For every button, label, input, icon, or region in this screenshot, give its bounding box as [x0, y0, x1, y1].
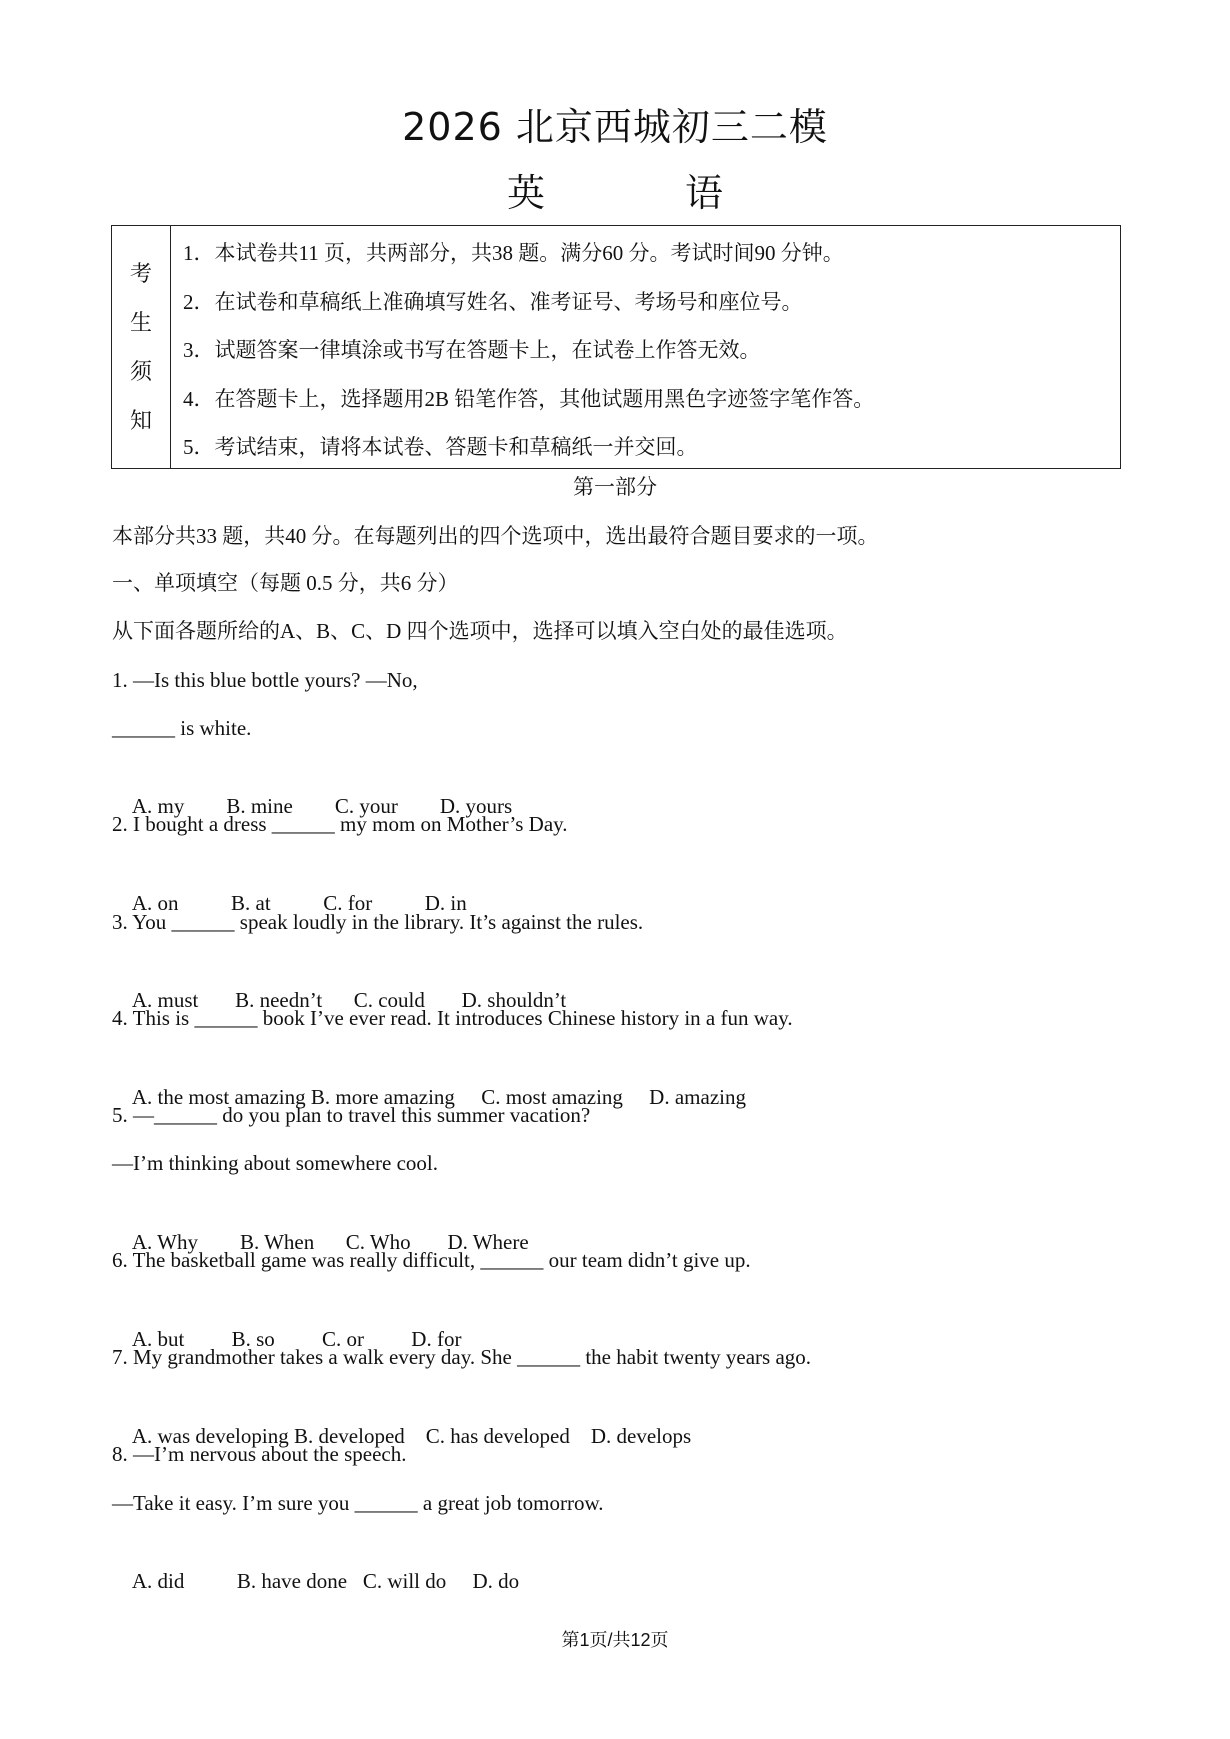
question-stem: 1. —Is this blue bottle yours? —No,	[112, 668, 418, 692]
option: A. did	[131, 1569, 185, 1593]
option: D. in	[424, 891, 467, 915]
option: D. amazing	[649, 1085, 746, 1109]
option: A. must	[131, 988, 199, 1012]
option: B. developed	[293, 1424, 405, 1448]
option: D. yours	[439, 794, 513, 818]
option: A. Why	[131, 1230, 198, 1254]
notice-item: 3．试题答案一律填涂或书写在答题卡上，在试卷上作答无效。	[183, 338, 761, 362]
notice-item: 2．在试卷和草稿纸上准确填写姓名、准考证号、考场号和座位号。	[183, 289, 803, 314]
question-stem: 2. I bought a dress ______ my mom on Mother’s Day.	[112, 812, 568, 836]
notice-item: 5．考试结束，请将本试卷、答题卡和草稿纸一并交回。	[183, 435, 698, 459]
option: D. Where	[447, 1230, 529, 1254]
option: D. do	[472, 1569, 520, 1593]
option: B. When	[239, 1230, 315, 1254]
option: B. more amazing	[310, 1085, 455, 1109]
question-options	[112, 1536, 519, 1626]
option: D. develops	[590, 1424, 692, 1448]
option: C. most amazing	[481, 1085, 623, 1109]
option: D. for	[411, 1327, 462, 1351]
option: A. on	[131, 891, 179, 915]
option: C. or	[322, 1327, 365, 1351]
notice-item: 4．在答题卡上，选择题用2B 铅笔作答，其他试题用黑色字迹签字笔作答。	[183, 386, 875, 411]
subject-title: 英 语	[506, 171, 788, 215]
question-stem: 5. —______ do you plan to travel this summer vacation?	[112, 1103, 591, 1127]
option: B. have done	[236, 1569, 348, 1593]
option: C. for	[323, 891, 373, 915]
section-title: 一、单项填空（每题 0.5 分，共6 分）	[112, 571, 459, 595]
option: B. needn’t	[235, 988, 323, 1012]
notice-label-char: 生	[129, 310, 152, 335]
option: A. was developing	[131, 1424, 289, 1448]
notice-item: 1．本试卷共11 页，共两部分，共38 题。满分60 分。考试时间90 分钟。	[183, 241, 844, 265]
notice-list	[171, 226, 1120, 468]
page-number: 第1页/共12页	[561, 1630, 669, 1650]
exam-title: 2026 北京西城初三二模	[402, 105, 828, 149]
part-intro: 本部分共33 题，共40 分。在每题列出的四个选项中，选出最符合题目要求的一项。	[112, 524, 879, 548]
option: C. Who	[345, 1230, 411, 1254]
option: C. has developed	[425, 1424, 570, 1448]
question-stem: 6. The basketball game was really difficult, ______ our team didn’t give up.	[112, 1248, 751, 1272]
option: A. the most amazing	[131, 1085, 306, 1109]
question-stem: —I’m thinking about somewhere cool.	[112, 1151, 439, 1175]
notice-label	[112, 226, 171, 468]
option: A. my	[131, 794, 185, 818]
question-stem: 7. My grandmother takes a walk every day. She ______ the habit twenty years ago.	[112, 1345, 812, 1369]
question-stem: ______ is white.	[112, 716, 252, 740]
part-heading: 第一部分	[573, 475, 657, 499]
option: B. so	[231, 1327, 275, 1351]
question-stem: —Take it easy. I’m sure you ______ a great job tomorrow.	[112, 1491, 604, 1515]
candidate-notice-box	[111, 225, 1121, 469]
option: B. at	[231, 891, 271, 915]
option: B. mine	[226, 794, 293, 818]
question-stem: 8. —I’m nervous about the speech.	[112, 1442, 407, 1466]
section-instruction: 从下面各题所给的A、B、C、D 四个选项中，选择可以填入空白处的最佳选项。	[112, 619, 848, 643]
notice-label-char: 须	[129, 359, 152, 384]
option: D. shouldn’t	[461, 988, 567, 1012]
notice-label-char: 知	[129, 408, 152, 433]
question-stem: 3. You ______ speak loudly in the library. It’s against the rules.	[112, 910, 644, 934]
option: C. will do	[362, 1569, 447, 1593]
option: C. could	[353, 988, 425, 1012]
question-stem: 4. This is ______ book I’ve ever read. It introduces Chinese history in a fun way.	[112, 1006, 793, 1030]
option: C. your	[334, 794, 398, 818]
option: A. but	[131, 1327, 185, 1351]
notice-label-char: 考	[129, 261, 152, 286]
